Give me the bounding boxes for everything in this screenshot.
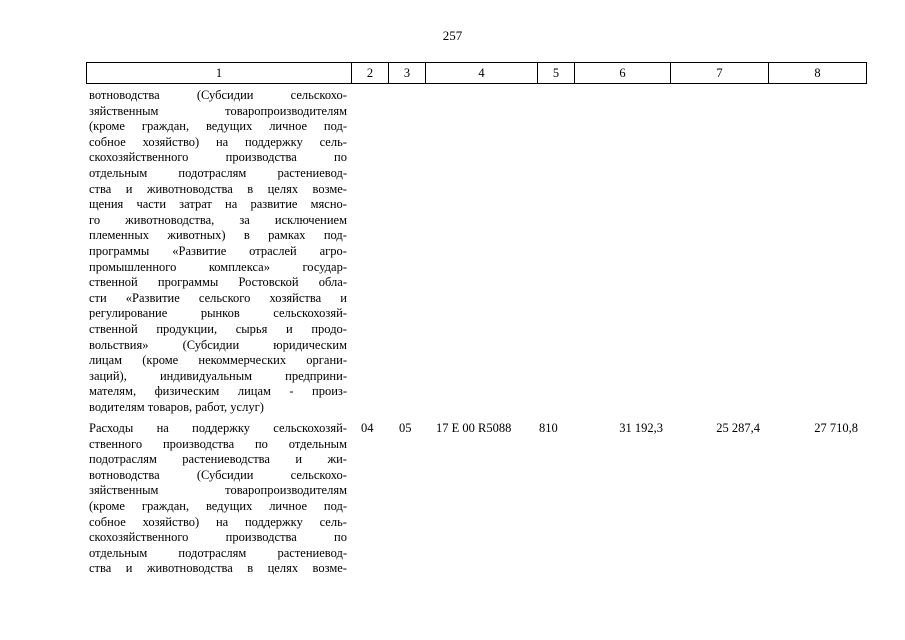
column-header-row — [87, 63, 867, 84]
column-header-8: 8 — [769, 63, 867, 84]
description-line: го животноводства, за исключением — [89, 212, 347, 227]
description-line: отдельным подотраслям растениевод- — [89, 545, 347, 560]
row1-description — [89, 88, 347, 415]
description-line: ственного производства по отдельным — [89, 436, 347, 451]
row2-description — [89, 421, 347, 577]
description-line: ства и животноводства в целях возме- — [89, 561, 347, 576]
row2-amount-year-1: 31 192,3 — [619, 421, 663, 435]
description-line: ства и животноводства в целях возме- — [89, 181, 347, 196]
description-line: отдельным подотраслям растениевод- — [89, 165, 347, 180]
description-line: щения части затрат на развитие мясно- — [89, 197, 347, 212]
description-line: программы «Развитие отраслей агро- — [89, 243, 347, 258]
description-line: регулирование рынков сельскохозяй- — [89, 306, 347, 321]
column-header-1: 1 — [87, 63, 352, 84]
description-line: вотноводства (Субсидии сельскохо- — [89, 467, 347, 482]
description-line: скохозяйственного производства по — [89, 530, 347, 545]
page-number: 257 — [442, 28, 463, 43]
column-header-7: 7 — [671, 63, 769, 84]
row2-amount-year-2: 25 287,4 — [716, 421, 760, 435]
description-line: подотраслям растениеводства и жи- — [89, 452, 347, 467]
row2-section-code: 04 — [361, 421, 374, 435]
description-line: зяйственным товаропроизводителям — [89, 103, 347, 118]
description-line: мателям, физическим лицам - произ- — [89, 384, 347, 399]
description-line: водителям товаров, работ, услуг) — [89, 399, 264, 414]
description-line: (кроме граждан, ведущих личное под- — [89, 498, 347, 513]
description-line: вотноводства (Субсидии сельскохо- — [89, 88, 347, 102]
row2-amount-year-3: 27 710,8 — [814, 421, 858, 435]
description-line: зяйственным товаропроизводителям — [89, 483, 347, 498]
description-line: собное хозяйство) на поддержку сель- — [89, 134, 347, 149]
row2-subsection-code: 05 — [399, 421, 412, 435]
column-header-3: 3 — [389, 63, 426, 84]
column-header-4: 4 — [426, 63, 538, 84]
description-line: собное хозяйство) на поддержку сель- — [89, 514, 347, 529]
description-line: (кроме граждан, ведущих личное под- — [89, 119, 347, 134]
description-line: Расходы на поддержку сельскохозяй- — [89, 421, 347, 435]
column-header-6: 6 — [575, 63, 671, 84]
column-header-2: 2 — [352, 63, 389, 84]
description-line: ственной программы Ростовской обла- — [89, 275, 347, 290]
row2-expense-type: 810 — [539, 421, 558, 435]
description-line: сти «Развитие сельского хозяйства и — [89, 290, 347, 305]
column-header-5: 5 — [538, 63, 575, 84]
column-header-table — [86, 62, 867, 84]
description-line: промышленного комплекса» государ- — [89, 259, 347, 274]
description-line: лицам (кроме некоммерческих органи- — [89, 353, 347, 368]
description-line: племенных животных) в рамках под- — [89, 228, 347, 243]
description-line: заций), индивидуальным предприни- — [89, 368, 347, 383]
row2-target-article: 17 Е 00 R5088 — [436, 421, 512, 435]
description-line: вольствия» (Субсидии юридическим — [89, 337, 347, 352]
description-line: ственной продукции, сырья и продо- — [89, 321, 347, 336]
description-line: скохозяйственного производства по — [89, 150, 347, 165]
